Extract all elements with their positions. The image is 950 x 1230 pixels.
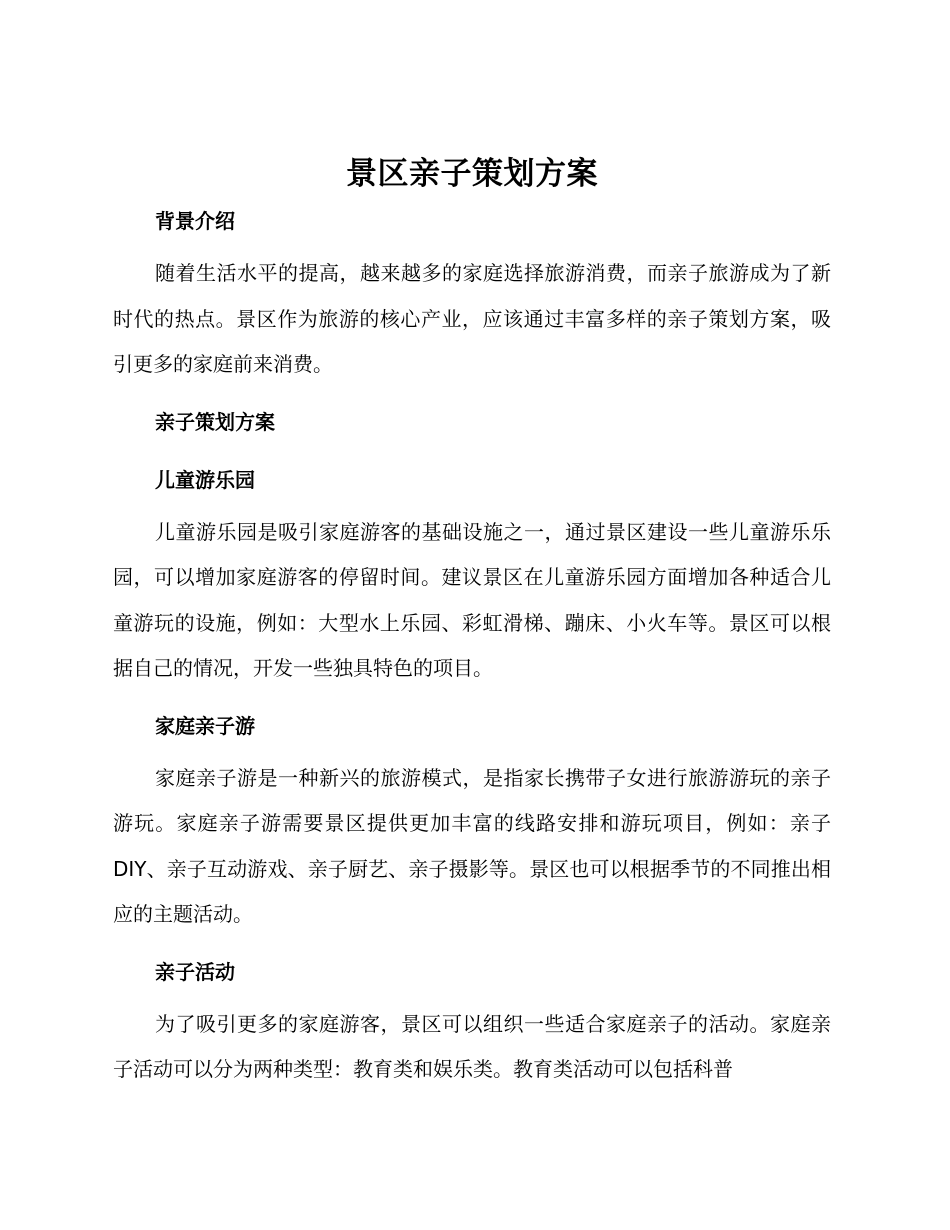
paragraph-playground: 儿童游乐园是吸引家庭游客的基础设施之一，通过景区建设一些儿童游乐乐园，可以增加家庭游客的停留时间。建议景区在儿童游乐园方面增加各种适合儿童游玩的设施，例如：大型水上乐园、彩虹滑梯、蹦床、小火车等。景区可以根据自己的情况，开发一些独具特色的项目。	[113, 519, 831, 680]
heading-activities: 亲子活动	[155, 959, 235, 984]
heading-background: 背景介绍	[155, 209, 235, 233]
paragraph-family-tour: 家庭亲子游是一种新兴的旅游模式，是指家长携带子女进行旅游游玩的亲子游玩。家庭亲子游需要景区提供更加丰富的线路安排和游玩项目，例如：亲子 DIY、亲子互动游戏、亲子厨艺、亲子摄影等。景区也可以根据季节的不同推出相应的主题活动。	[113, 765, 831, 926]
heading-playground: 儿童游乐园	[155, 467, 255, 492]
paragraph-activities: 为了吸引更多的家庭游客，景区可以组织一些适合家庭亲子的活动。家庭亲子活动可以分为两种类型：教育类和娱乐类。教育类活动可以包括科普	[113, 1011, 831, 1081]
document-title: 景区亲子策划方案	[346, 156, 598, 192]
heading-plan: 亲子策划方案	[155, 409, 275, 434]
paragraph-background: 随着生活水平的提高，越来越多的家庭选择旅游消费，而亲子旅游成为了新时代的热点。景区作为旅游的核心产业，应该通过丰富多样的亲子策划方案，吸引更多的家庭前来消费。	[113, 261, 831, 376]
heading-family-tour: 家庭亲子游	[155, 713, 255, 738]
document-body	[113, 148, 831, 1093]
